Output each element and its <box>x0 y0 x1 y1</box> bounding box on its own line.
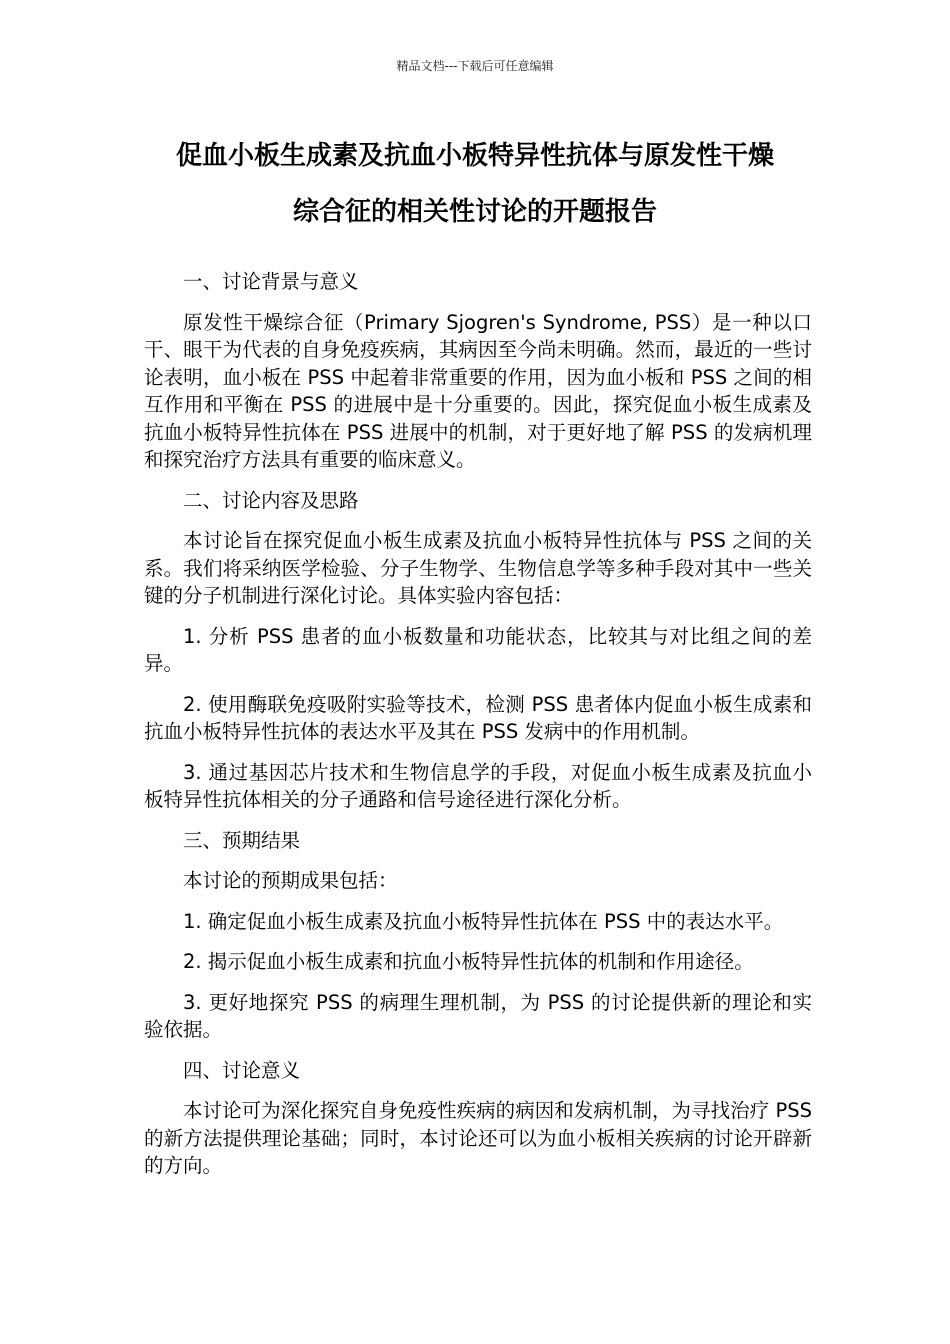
list-item-content-3: 3. 通过基因芯片技术和生物信息学的手段，对促血小板生成素及抗血小板特异性抗体相关的分子通路和信号途径进行深化分析。 <box>144 760 812 811</box>
list-item-results-3: 3. 更好地探究 PSS 的病理生理机制，为 PSS 的讨论提供新的理论和实验依据。 <box>144 990 812 1041</box>
list-item-results-2: 2. 揭示促血小板生成素和抗血小板特异性抗体的机制和作用途径。 <box>183 950 754 973</box>
paragraph-background: 原发性干燥综合征（Primary Sjogren's Syndrome, PSS）是一种以口干、眼干为代表的自身免疫疾病，其病因至今尚未明确。然而，最近的一些讨论表明，血小板在 PSS 中起着非常重要的作用，因为血小板和 PSS 之间的相互作用和平衡在 PSS 的进展中是十分重要的。因此，探究促血小板生成素及抗血小板特异性抗体在 PSS 进展中的机制，对于更好地了解 PSS 的发病机理和探究治疗方法具有重要的临床意义。 <box>144 310 812 471</box>
document-body <box>144 268 812 1193</box>
list-item-content-2: 2. 使用酶联免疫吸附实验等技术，检测 PSS 患者体内促血小板生成素和抗血小板特异性抗体的表达水平及其在 PSS 发病中的作用机制。 <box>144 692 812 743</box>
paragraph-results-intro: 本讨论的预期成果包括： <box>183 869 398 892</box>
header-note: 精品文档---下载后可任意编辑 <box>396 59 554 73</box>
list-item-content-1: 1. 分析 PSS 患者的血小板数量和功能状态，比较其与对比组之间的差异。 <box>144 624 812 675</box>
paragraph-significance: 本讨论可为深化探究自身免疫性疾病的病因和发病机制，为寻找治疗 PSS 的新方法提供理论基础；同时，本讨论还可以为血小板相关疾病的讨论开辟新的方向。 <box>144 1099 812 1177</box>
section-heading-results: 三、预期结果 <box>183 828 301 852</box>
section-heading-background: 一、讨论背景与意义 <box>183 270 359 293</box>
document-title <box>140 128 810 240</box>
list-item-results-1: 1. 确定促血小板生成素及抗血小板特异性抗体在 PSS 中的表达水平。 <box>183 909 784 933</box>
title-line-1: 促血小板生成素及抗血小板特异性抗体与原发性干燥 <box>175 141 774 171</box>
section-heading-significance: 四、讨论意义 <box>183 1058 301 1082</box>
title-line-2: 综合征的相关性讨论的开题报告 <box>292 197 657 227</box>
paragraph-content: 本讨论旨在探究促血小板生成素及抗血小板特异性抗体与 PSS 之间的关系。我们将采纳医学检验、分子生物学、生物信息学等多种手段对其中一些关键的分子机制进行深化讨论。具体实验内容包括： <box>144 529 812 607</box>
section-heading-content: 二、讨论内容及思路 <box>183 488 359 512</box>
